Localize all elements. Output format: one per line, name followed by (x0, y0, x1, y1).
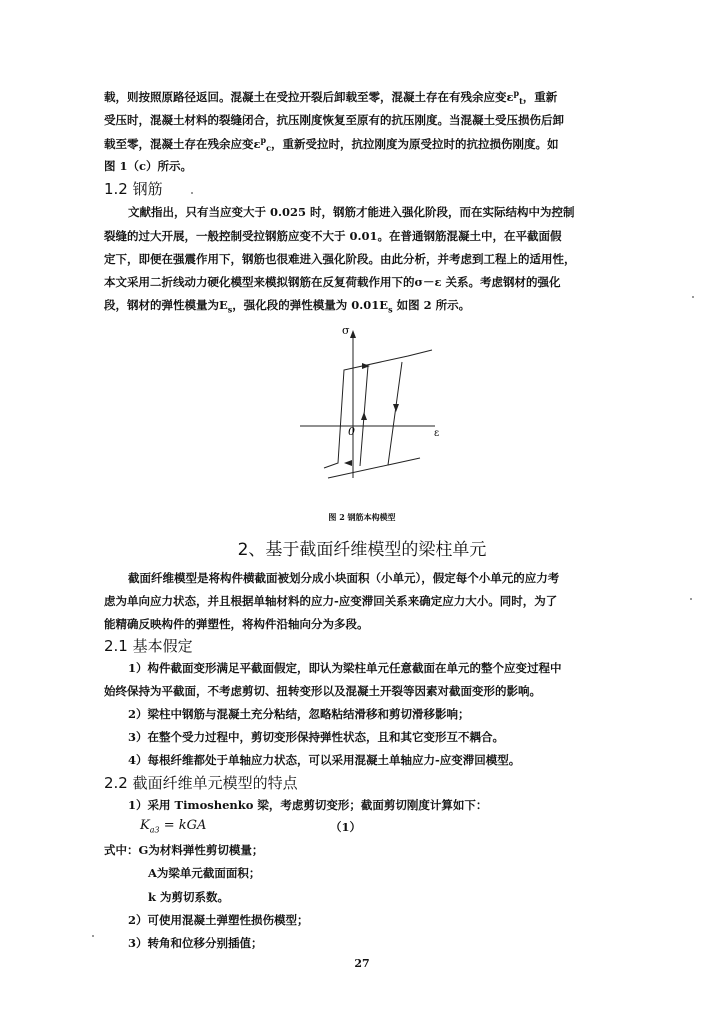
y-axis-arrow-icon (350, 330, 356, 338)
feature-1: 1）采用 Timoshenko 梁，考虑剪切变形；截面剪切刚度计算如下： (128, 798, 488, 812)
section-2-2-title: 2.2 截面纤维单元模型的特点 (104, 774, 298, 792)
loop-upper-path (324, 350, 432, 468)
origin-label: 0 (348, 425, 355, 438)
figure-2-caption: 图 2 钢筋本构模型 (328, 512, 396, 522)
intro-line-2: 受压时，混凝土材料的裂缝闭合，抗压刚度恢复至原有的抗压刚度。当混凝土受压损伤后卸 (104, 113, 564, 127)
assumption-1a: 1）构件截面变形满足平截面假定，即认为梁柱单元任意截面在单元的整个应变过程中 (128, 661, 562, 675)
x-axis-label: ε (434, 428, 440, 439)
steel-line-5: 段，钢材的弹性模量为$E_s$，强化段的弹性模量为 $0.01E_s$ 如图 2 所示。 (104, 298, 471, 315)
section-2-title: 2、基于截面纤维模型的梁柱单元 (237, 540, 487, 560)
page-number: 27 (354, 957, 370, 970)
assumption-4: 4）每根纤维都处于单轴应力状态，可以采用混凝土单轴应力-应变滞回模型。 (128, 753, 521, 767)
feature-3: 3）转角和位移分别插值； (128, 936, 263, 950)
steel-line-2: 裂缝的过大开展，一般控制受拉钢筋应变不大于 0.01。在普通钢筋混凝土中，在平截面假 (104, 229, 562, 243)
fiber-line-3: 能精确反映构件的弹塑性，将构件沿轴向分为多段。 (104, 617, 369, 631)
assumption-1b: 始终保持为平截面，不考虑剪切、扭转变形以及混凝土开裂等因素对截面变形的影响。 (104, 684, 541, 698)
arrow-up-icon (361, 412, 367, 420)
y-axis-label: σ (342, 324, 350, 337)
where-k: k 为剪切系数。 (148, 890, 229, 904)
where-A: A为梁单元截面面积； (148, 866, 261, 880)
arrow-left-icon (344, 460, 352, 466)
loop-lower-tail (388, 458, 420, 465)
arrow-down-icon (393, 404, 399, 412)
intro-line-3: 载至零，混凝土存在残余应变$\varepsilon^p_c$，重新受拉时，抗拉刚度为原受拉时的抗拉损伤刚度。如 (104, 135, 559, 154)
fiber-line-2: 虑为单向应力状态，并且根据单轴材料的应力-应变滞回关系来确定应力大小。同时，为了 (104, 594, 558, 608)
scan-speck (692, 296, 694, 298)
steel-hysteresis-figure (300, 318, 460, 488)
steel-line-4: 本文采用二折线动力硬化模型来模拟钢筋在反复荷载作用下的σ－ε 关系。考虑钢材的强化 (104, 275, 561, 289)
equation-1: $K_{a3}$ = kGA (140, 818, 207, 835)
fiber-line-1: 截面纤维模型是将构件横截面被划分成小块面积（小单元），假定每个小单元的应力考 (128, 571, 560, 585)
assumption-2: 2）梁柱中钢筋与混凝土充分粘结，忽略粘结滑移和剪切滑移影响； (128, 707, 470, 721)
where-G: 式中：G为材料弹性剪切模量； (104, 843, 264, 857)
assumption-3: 3）在整个受力过程中，剪切变形保持弹性状态，且和其它变形互不耦合。 (128, 730, 504, 744)
section-2-1-title: 2.1 基本假定 (104, 637, 193, 655)
arrow-right-icon (362, 363, 370, 369)
intro-line-1: 载，则按照原路径返回。混凝土在受拉开裂后卸载至零，混凝土存在有残余应变$\varepsilon^p_t$，重新 (104, 88, 558, 107)
section-1-2-title: 1.2 钢筋 (104, 180, 163, 198)
steel-line-1: 文献指出，只有当应变大于 0.025 时，钢筋才能进入强化阶段，而在实际结构中为控制 (128, 205, 575, 219)
feature-2: 2）可使用混凝土弹塑性损伤模型； (128, 913, 309, 927)
scan-speck (92, 935, 94, 937)
scan-speck (191, 192, 193, 194)
scan-speck (690, 598, 692, 600)
intro-line-4: 图 1（c）所示。 (104, 159, 193, 173)
steel-line-3: 定下，即便在强震作用下，钢筋也很难进入强化阶段。由此分析，并考虑到工程上的适用性， (104, 252, 576, 266)
equation-1-number: （1） (330, 820, 362, 834)
